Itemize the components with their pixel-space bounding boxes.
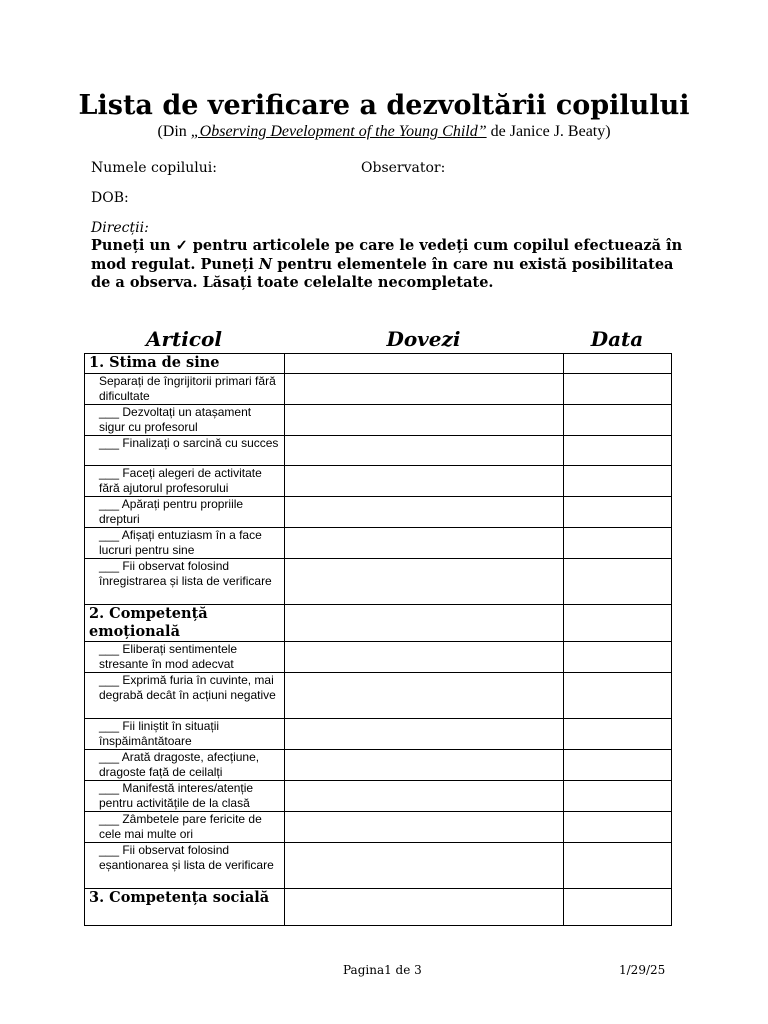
page-number: Pagina1 de 3 (343, 963, 422, 977)
table-row (85, 642, 672, 673)
date-cell[interactable] (564, 354, 672, 374)
table-row (85, 405, 672, 436)
evidence-cell[interactable] (285, 528, 564, 559)
table-row (85, 528, 672, 559)
table-row (85, 559, 672, 605)
evidence-cell[interactable] (285, 354, 564, 374)
table-row (85, 812, 672, 843)
table-row (85, 750, 672, 781)
column-header-date: Data (590, 327, 644, 351)
date-cell[interactable] (564, 466, 672, 497)
table-row (85, 719, 672, 750)
column-header-article: Articol (145, 327, 222, 351)
date-cell[interactable] (564, 889, 672, 926)
table-row (85, 781, 672, 812)
checklist-item (85, 781, 285, 812)
table-row (85, 436, 672, 466)
checklist-item (85, 673, 285, 719)
checklist-item-label: ___ Exprimă furia în cuvinte, mai degrabă decât în acțiuni negative (99, 673, 276, 702)
date-cell[interactable] (564, 528, 672, 559)
checklist-item (85, 750, 285, 781)
date-cell[interactable] (564, 497, 672, 528)
date-cell[interactable] (564, 750, 672, 781)
evidence-cell[interactable] (285, 750, 564, 781)
directions-text-part-1: Puneți un ✓ pentru articolele pe care le vedeți cum copilul efectuează în mod regulat. Puneți (91, 237, 683, 273)
observer-field: Observator: (361, 160, 446, 176)
date-cell[interactable] (564, 436, 672, 466)
checklist-item-label: ___ Afișați entuziasm în a face lucruri pentru sine (99, 528, 262, 557)
table-row (85, 843, 672, 889)
directions-text-part-2: pentru elementele în care nu există posibilitatea de a observa. Lăsați toate celelalte necompletate. (91, 255, 674, 291)
subtitle-suffix: de Janice J. Beaty) (486, 123, 611, 140)
evidence-cell[interactable] (285, 405, 564, 436)
subtitle-source: „Observing Development of the Young Child” (190, 123, 487, 140)
checklist-table (84, 353, 672, 926)
checklist-item-label: ___ Finalizați o sarcină cu succes (99, 436, 279, 450)
evidence-cell[interactable] (285, 843, 564, 889)
checklist-item (85, 642, 285, 673)
footer-date: 1/29/25 (619, 963, 666, 977)
date-cell[interactable] (564, 843, 672, 889)
evidence-cell[interactable] (285, 642, 564, 673)
directions-n-marker: N (258, 255, 273, 273)
table-row (85, 673, 672, 719)
evidence-cell[interactable] (285, 781, 564, 812)
checklist-item-label: ___ Fii observat folosind înregistrarea și lista de verificare (99, 559, 272, 588)
document-title: Lista de verificare a dezvoltării copilului (78, 90, 690, 121)
date-cell[interactable] (564, 405, 672, 436)
evidence-cell[interactable] (285, 812, 564, 843)
checklist-item (85, 812, 285, 843)
checklist-item (85, 719, 285, 750)
column-header-evidence: Dovezi (386, 327, 461, 351)
evidence-cell[interactable] (285, 605, 564, 642)
section-title: 3. Competența socială (85, 889, 285, 926)
evidence-cell[interactable] (285, 466, 564, 497)
checklist-item-label: ___ Apărați pentru propriile drepturi (99, 497, 244, 526)
date-cell[interactable] (564, 719, 672, 750)
evidence-cell[interactable] (285, 673, 564, 719)
checklist-item (85, 436, 285, 466)
checklist-item-label: ___ Fii observat folosind eșantionarea și lista de verificare (99, 843, 274, 872)
evidence-cell[interactable] (285, 889, 564, 926)
section-title: 1. Stima de sine (85, 354, 285, 374)
checklist-item (85, 405, 285, 436)
document-subtitle (0, 123, 768, 141)
checklist-item-label: ___ Fii liniștit în situații înspăimântătoare (99, 719, 220, 748)
section-title: 2. Competență emoțională (85, 605, 285, 642)
checklist-item (85, 374, 285, 405)
section-row (85, 605, 672, 642)
date-cell[interactable] (564, 781, 672, 812)
checklist-item (85, 497, 285, 528)
section-row (85, 889, 672, 926)
directions-text (91, 237, 691, 293)
date-cell[interactable] (564, 812, 672, 843)
checklist-item (85, 466, 285, 497)
date-cell[interactable] (564, 673, 672, 719)
date-cell[interactable] (564, 642, 672, 673)
checklist-item-label: ___ Zâmbetele pare fericite de cele mai multe ori (99, 812, 262, 841)
subtitle-prefix: (Din (157, 123, 191, 140)
checklist-item (85, 843, 285, 889)
section-row (85, 354, 672, 374)
checklist-item-label: ___ Dezvoltați un atașament sigur cu profesorul (99, 405, 252, 434)
date-cell[interactable] (564, 374, 672, 405)
date-cell[interactable] (564, 559, 672, 605)
checklist-item (85, 528, 285, 559)
table-row (85, 466, 672, 497)
evidence-cell[interactable] (285, 436, 564, 466)
checklist-item (85, 559, 285, 605)
table-row (85, 497, 672, 528)
child-name-field: Numele copilului: (91, 160, 217, 176)
checklist-item-label: ___ Faceți alegeri de activitate fără ajutorul profesorului (99, 466, 262, 495)
directions-label: Direcții: (91, 220, 149, 236)
checklist-item-label: Separați de îngrijitorii primari fără dificultate (99, 374, 276, 403)
date-cell[interactable] (564, 605, 672, 642)
checklist-item-label: ___ Manifestă interes/atenție pentru activitățile de la clasă (99, 781, 254, 810)
evidence-cell[interactable] (285, 719, 564, 750)
evidence-cell[interactable] (285, 497, 564, 528)
evidence-cell[interactable] (285, 374, 564, 405)
evidence-cell[interactable] (285, 559, 564, 605)
dob-field: DOB: (91, 190, 129, 206)
table-row (85, 374, 672, 405)
checklist-item-label: ___ Arată dragoste, afecțiune, dragoste față de ceilalți (99, 750, 260, 779)
checklist-item-label: ___ Eliberați sentimentele stresante în mod adecvat (99, 642, 238, 671)
